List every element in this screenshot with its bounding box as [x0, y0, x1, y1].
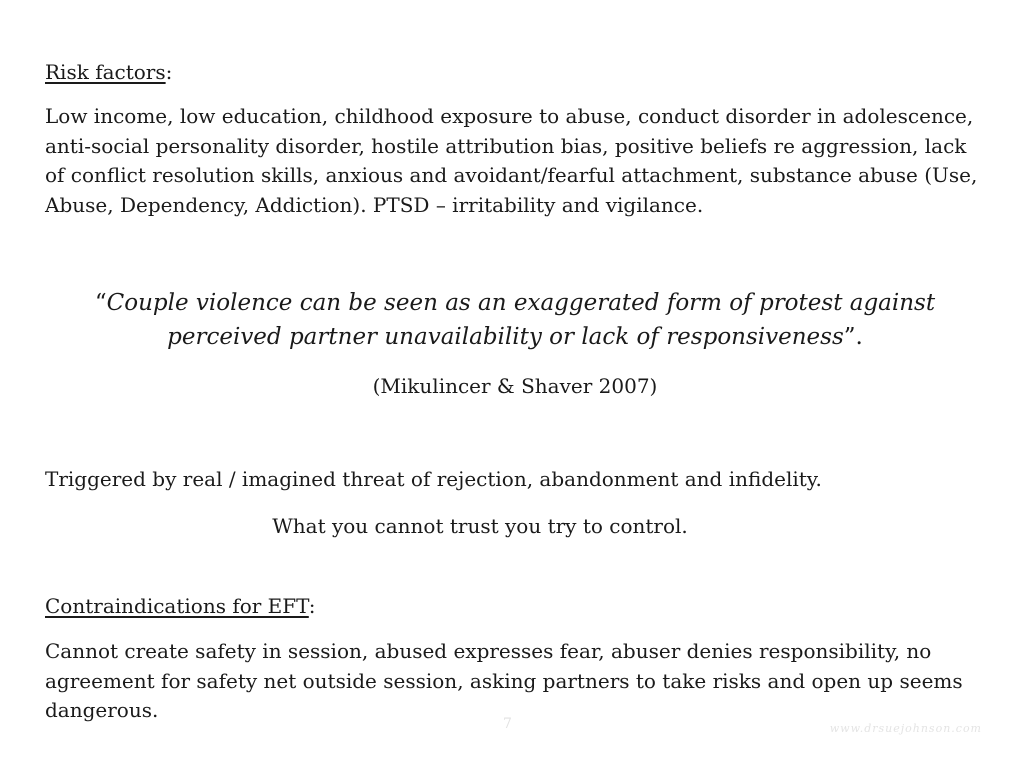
website-watermark: www.drsuejohnson.com — [829, 722, 982, 735]
contraindications-colon: : — [308, 594, 316, 618]
contraindications-text: Cannot create safety in session, abused expresses fear, abuser denies responsibility, no agreement for safety net outside session, asking partners to take risks and open up seems dangerous. — [45, 639, 963, 722]
contraindications-heading — [45, 592, 316, 620]
quote-citation: (Mikulincer & Shaver 2007) — [372, 374, 658, 398]
risk-factors-heading — [45, 58, 172, 86]
quote-open-mark: “ — [94, 290, 107, 316]
quote-text: Couple violence can be seen as an exaggerated form of protest against perceived partner unavailability or lack of responsiveness — [106, 290, 936, 350]
trigger-text: Triggered by real / imagined threat of rejection, abandonment and infidelity. — [45, 467, 822, 491]
quote-block — [60, 286, 970, 354]
quote-close-mark: ”. — [843, 324, 863, 350]
risk-factors-colon: : — [165, 60, 173, 84]
risk-factors-text: Low income, low education, childhood exposure to abuse, conduct disorder in adolescence, anti-social personality disorder, hostile attribution bias, positive beliefs re aggression, lack of conflict resolution skills, anxious and avoidant/fearful attachment, substance abuse (Use, Abuse, Dependency, Addiction). PTSD – irritability and vigilance. — [45, 104, 978, 217]
risk-factors-title: Risk factors — [45, 60, 166, 84]
contraindications-title: Contraindications for EFT — [45, 594, 309, 618]
trust-control-line: What you cannot trust you try to control. — [272, 514, 688, 538]
page-number: 7 — [503, 716, 512, 732]
